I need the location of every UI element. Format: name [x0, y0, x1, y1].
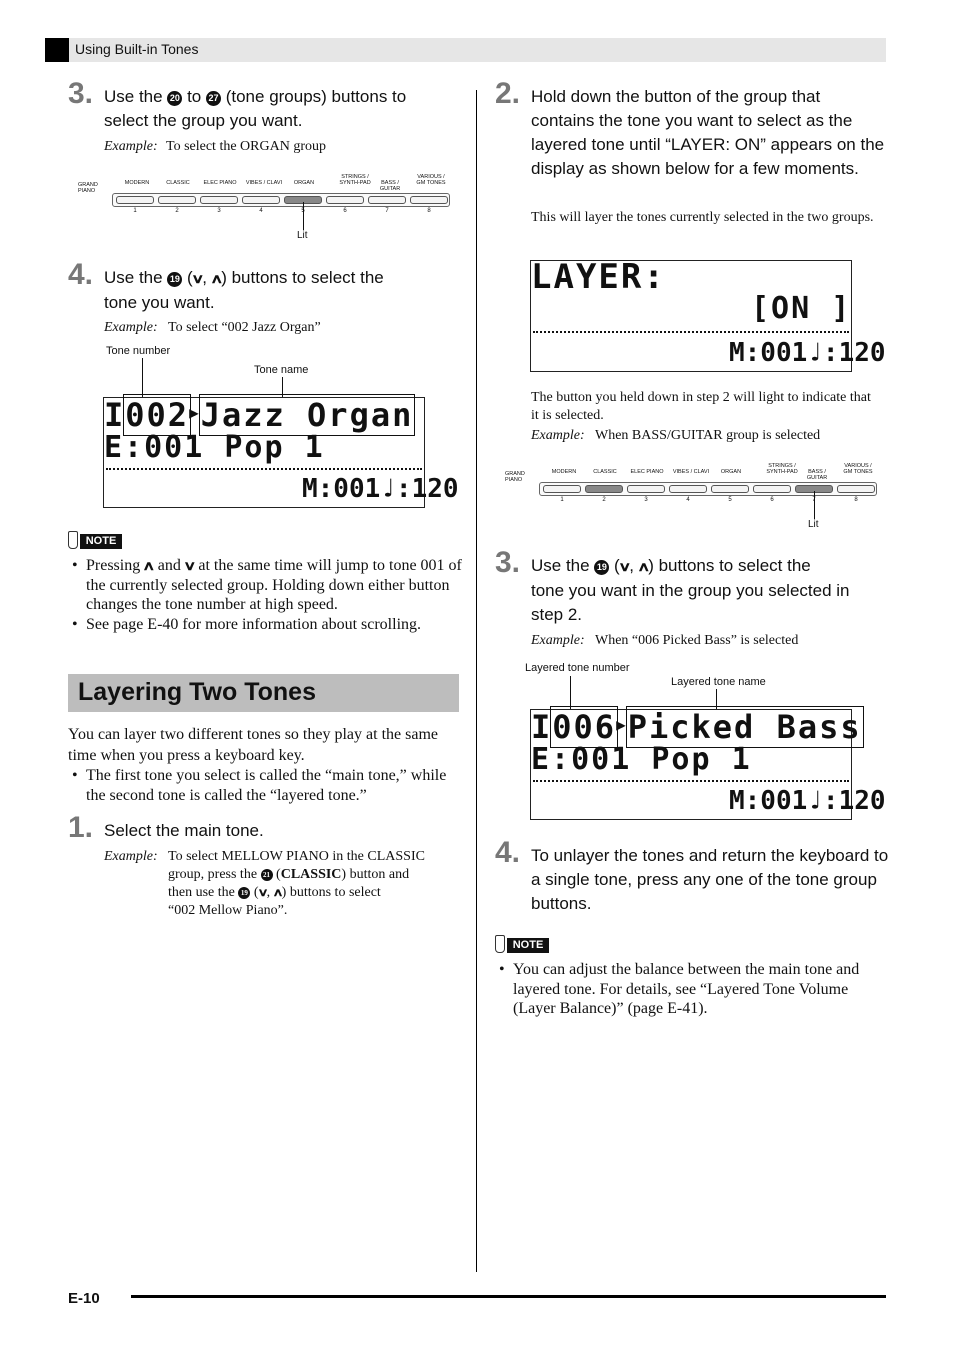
step-text: ) buttons to select the	[648, 556, 811, 575]
button-number: 3	[644, 497, 648, 503]
tone-group-label: STRINGS / SYNTH-PAD	[766, 463, 798, 475]
lit-label: Lit	[297, 230, 308, 241]
lcd-status: M:001♩:120	[729, 786, 886, 816]
play-icon: ▶	[189, 403, 201, 422]
lcd-row-1: LAYER:	[531, 257, 666, 297]
button-number: 4	[259, 208, 263, 214]
button-name: CLASSIC	[280, 867, 342, 882]
step-subtext: This will layer the tones currently selected in the two groups.	[531, 210, 874, 225]
tone-group-label: GRAND PIANO	[505, 471, 525, 483]
example-label: Example:	[531, 428, 585, 443]
callout-line	[142, 358, 143, 398]
example-text: “002 Mellow Piano”.	[168, 903, 288, 918]
lcd-status: M:001♩:120	[729, 338, 886, 368]
example-text: ) button and	[341, 867, 410, 882]
tone-group-button[interactable]	[368, 196, 406, 204]
callout-line	[814, 491, 815, 519]
chevron-down-icon: ∨	[190, 271, 205, 286]
button-number: 5	[728, 497, 732, 503]
example-text: When BASS/GUITAR group is selected	[595, 428, 821, 443]
step-text: tone you want in the group you selected in	[531, 581, 850, 600]
example-line	[531, 427, 820, 445]
example-text: To select MELLOW PIANO in the CLASSIC	[168, 849, 425, 864]
example-label: Example:	[531, 633, 585, 648]
callout-line	[282, 377, 283, 397]
example-line	[531, 632, 798, 650]
lcd-indicator: I	[104, 396, 126, 434]
tone-group-label: MODERN	[551, 469, 577, 475]
note-icon	[495, 935, 549, 953]
lcd-row-2: E:001 Pop 1	[531, 742, 752, 777]
tone-group-label: CLASSIC	[166, 180, 190, 186]
layered-tone-name-label: Layered tone name	[671, 676, 766, 688]
list-item: • See page E-40 for more information about scrolling.	[68, 615, 463, 635]
note-tag: NOTE	[80, 534, 122, 549]
tone-group-button[interactable]	[753, 485, 791, 493]
tone-group-label: ELEC PIANO	[203, 180, 237, 186]
pencil-icon	[495, 935, 505, 953]
page-number: E-10	[68, 1290, 100, 1307]
tone-group-button[interactable]	[242, 196, 280, 204]
button-number: 2	[602, 497, 606, 503]
example-text: ) buttons to select	[281, 885, 381, 900]
button-number-icon: 20	[167, 91, 182, 106]
button-number: 8	[427, 208, 431, 214]
example-line	[104, 138, 326, 156]
note-list	[495, 960, 875, 1019]
tone-group-button[interactable]	[711, 485, 749, 493]
callout-line	[570, 676, 571, 710]
tone-group-diagram	[503, 461, 879, 533]
tone-group-label: BASS / GUITAR	[379, 180, 401, 192]
tone-group-label: BASS / GUITAR	[806, 469, 828, 481]
lcd-tone-number: 006	[552, 708, 617, 746]
example-label: Example:	[104, 320, 158, 335]
step-text: Use the	[531, 556, 590, 575]
note-text: at the same time will jump to tone 001 of the currently selected group. Holding down either button changes the tone number at high speed.	[86, 557, 462, 613]
button-number: 1	[133, 208, 137, 214]
tone-number-label: Tone number	[106, 345, 171, 357]
lcd-display	[530, 708, 886, 820]
button-number: 6	[343, 208, 347, 214]
note-text: and	[157, 557, 181, 574]
tone-group-button[interactable]	[837, 485, 875, 493]
button-number-icon: 27	[206, 91, 221, 106]
tone-group-button[interactable]	[158, 196, 196, 204]
step-number: 3.	[495, 546, 521, 579]
button-number: 8	[854, 497, 858, 503]
lcd-row-2: E:001 Pop 1	[104, 430, 325, 465]
step-text: Use the	[104, 268, 163, 287]
lcd-dot-row	[533, 780, 849, 785]
button-number: 3	[217, 208, 221, 214]
tone-group-label: ORGAN	[293, 180, 315, 186]
step-instruction: To unlayer the tones and return the keyboard to a single tone, press any one of the tone group buttons.	[531, 846, 889, 913]
tone-group-label: GRAND PIANO	[78, 182, 98, 194]
step-instruction	[104, 85, 464, 133]
button-number: 7	[385, 208, 389, 214]
button-number-icon: 21	[261, 869, 273, 881]
button-number-icon: 19	[238, 887, 250, 899]
body-text: The button you held down in step 2 will light to indicate that it is selected.	[531, 390, 871, 423]
lcd-dot-row	[533, 331, 849, 336]
tone-group-button[interactable]	[627, 485, 665, 493]
note-list	[68, 556, 463, 634]
step-instruction: Use the 19 (∨, ∧) buttons to select the tone you want.	[104, 268, 384, 312]
tone-group-label: ELEC PIANO	[630, 469, 664, 475]
example-label: Example:	[104, 139, 158, 154]
column-divider	[476, 90, 477, 1272]
button-number: 1	[560, 497, 564, 503]
example-text: To select the ORGAN group	[166, 139, 326, 154]
layered-tone-number-label: Layered tone number	[525, 662, 630, 674]
note-text: Pressing	[86, 557, 141, 574]
chevron-down-icon: ∨	[182, 558, 197, 573]
step-number: 4.	[68, 258, 94, 291]
tone-group-button[interactable]	[200, 196, 238, 204]
button-number: 2	[175, 208, 179, 214]
section-intro: You can layer two different tones so they play at the same time when you press a keyboard key.	[68, 726, 438, 764]
lcd-row-1	[104, 396, 413, 434]
tone-group-label: CLASSIC	[593, 469, 617, 475]
chevron-down-icon: ∨	[256, 887, 269, 899]
section-bullets	[68, 766, 453, 806]
example-label: Example:	[104, 849, 158, 864]
header-marker	[45, 38, 69, 62]
callout-line	[303, 202, 304, 230]
example-text: When “006 Picked Bass” is selected	[595, 633, 799, 648]
example-text: To select MELLOW PIANO in the CLASSIC group, press the 21 (CLASSIC) button and then use the 19 (∨, ∧) buttons to select “002 Mellow Piano”.	[168, 849, 425, 918]
step-instruction: Hold down the button of the group that contains the tone you want to select as the layered tone until “LAYER: ON” appears on the display as shown below for a few moments.	[531, 87, 885, 178]
button-number-icon: 19	[167, 272, 182, 287]
lcd-row-2: [ON ]	[751, 291, 852, 326]
lcd-tone-name: Picked Bass	[627, 708, 862, 746]
step-number: 3.	[68, 77, 94, 110]
lit-label: Lit	[808, 519, 819, 530]
lcd-status: M:001♩:120	[302, 474, 459, 504]
header-title: Using Built-in Tones	[75, 41, 199, 57]
chevron-down-icon: ∨	[617, 559, 632, 574]
lcd-display	[103, 396, 459, 508]
list-item: • The first tone you select is called the “main tone,” while the second tone is called the “layered tone.”	[68, 766, 453, 806]
step-instruction: Use the 19 (∨, ∧) buttons to select the tone you want in the group you selected in step 2.	[531, 556, 850, 624]
tone-group-label: ORGAN	[720, 469, 742, 475]
tone-group-button[interactable]	[543, 485, 581, 493]
example-text: then use the	[168, 885, 235, 900]
lcd-row-1	[531, 708, 862, 746]
tone-group-label: STRINGS / SYNTH-PAD	[339, 174, 371, 186]
list-item	[68, 556, 463, 615]
step-text: to	[187, 87, 202, 106]
step-text: select the group you want.	[104, 111, 303, 130]
section-title: Layering Two Tones	[78, 678, 316, 706]
tone-name-label: Tone name	[254, 364, 309, 376]
tone-group-button[interactable]	[410, 196, 448, 204]
tone-group-button[interactable]	[116, 196, 154, 204]
chevron-up-icon: ∧	[636, 559, 651, 574]
tone-group-label: VIBES / CLAVI	[245, 180, 283, 186]
note-tag: NOTE	[507, 938, 549, 953]
step-text: Use the	[104, 87, 163, 106]
lcd-display	[530, 257, 886, 372]
example-text: group, press the	[168, 867, 258, 882]
list-item: • You can adjust the balance between the main tone and layered tone. For details, see “Layered Tone Volume (Layer Balance)” (page E-41).	[495, 960, 875, 1019]
chevron-up-icon: ∧	[271, 887, 284, 899]
tone-group-button[interactable]	[669, 485, 707, 493]
step-number: 1.	[68, 811, 94, 844]
tone-group-button[interactable]	[585, 485, 623, 493]
chevron-up-icon: ∧	[209, 271, 224, 286]
callout-line	[716, 689, 717, 709]
tone-group-button[interactable]	[326, 196, 364, 204]
lcd-tone-name: Jazz Organ	[200, 396, 414, 434]
lcd-dot-row	[106, 468, 422, 473]
example-line	[104, 319, 321, 337]
example-block	[104, 848, 464, 920]
step-instruction: Select the main tone.	[104, 821, 264, 840]
tone-group-diagram	[76, 172, 452, 244]
step-text: ) buttons to select the	[221, 268, 384, 287]
lcd-indicator: I	[531, 708, 553, 746]
lcd-tone-number: 002	[125, 396, 190, 434]
step-number: 4.	[495, 836, 521, 869]
play-icon: ▶	[616, 715, 628, 734]
button-number-icon: 19	[594, 560, 609, 575]
step-number: 2.	[495, 77, 521, 110]
step-text: (tone groups) buttons to	[225, 87, 407, 106]
button-number: 6	[770, 497, 774, 503]
chevron-up-icon: ∧	[142, 558, 156, 573]
tone-group-label: VIBES / CLAVI	[672, 469, 710, 475]
button-number: 4	[686, 497, 690, 503]
footer-rule	[131, 1295, 886, 1298]
pencil-icon	[68, 531, 78, 549]
note-icon	[68, 531, 122, 549]
tone-group-label: VARIOUS / GM TONES	[416, 174, 446, 186]
step-text: step 2.	[531, 605, 583, 624]
step-text: tone you want.	[104, 293, 215, 312]
tone-group-label: MODERN	[124, 180, 150, 186]
example-text: To select “002 Jazz Organ”	[168, 320, 321, 335]
tone-group-label: VARIOUS / GM TONES	[843, 463, 873, 475]
